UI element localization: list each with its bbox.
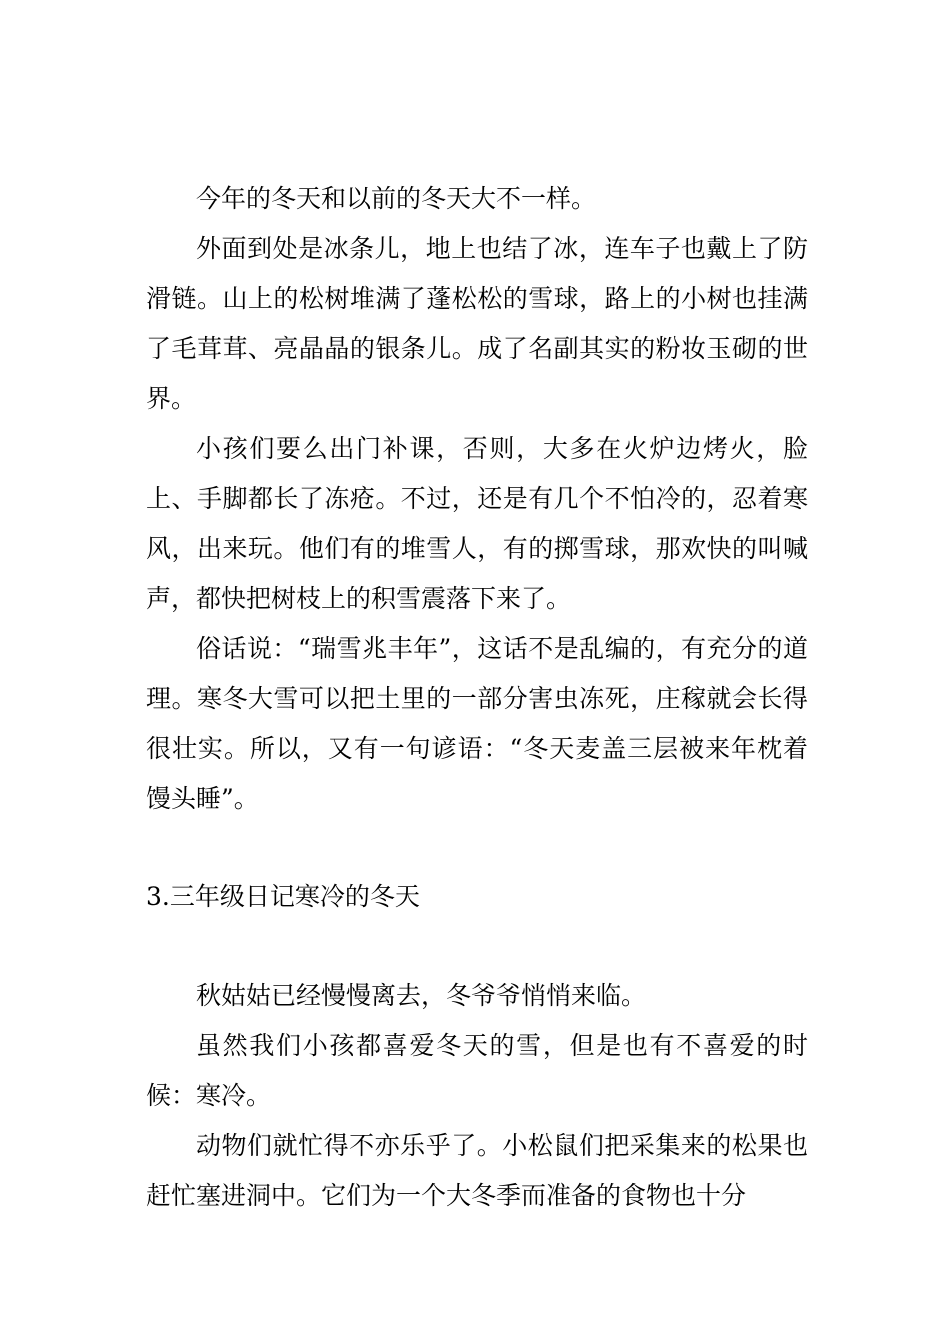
paragraph: 外面到处是冰条儿，地上也结了冰，连车子也戴上了防滑链。山上的松树堆满了蓬松松的雪球，路上的小树也挂满了毛茸茸、亮晶晶的银条儿。成了名副其实的粉妆玉砌的世界。 [146, 234, 808, 413]
paragraph: 小孩们要么出门补课，否则，大多在火炉边烤火，脸上、手脚都长了冻疮。不过，还是有几个不怕冷的，忍着寒风，出来玩。他们有的堆雪人，有的掷雪球，那欢快的叫喊声，都快把树枝上的积雪震落下来了。 [146, 434, 808, 613]
section-heading: 3.三年级日记寒冷的冬天 [146, 882, 420, 911]
paragraph: 虽然我们小孩都喜爱冬天的雪，但是也有不喜爱的时候：寒冷。 [146, 1031, 808, 1110]
paragraph: 今年的冬天和以前的冬天大不一样。 [196, 184, 597, 213]
section-two-body [146, 971, 808, 1221]
paragraph: 秋姑姑已经慢慢离去，冬爷爷悄悄来临。 [196, 981, 647, 1010]
paragraph: 动物们就忙得不亦乐乎了。小松鼠们把采集来的松果也赶忙塞进洞中。它们为一个大冬季而准备的食物也十分 [146, 1131, 808, 1210]
section-one-body [146, 174, 808, 824]
paragraph: 俗话说：“瑞雪兆丰年”，这话不是乱编的，有充分的道理。寒冬大雪可以把土里的一部分害虫冻死，庄稼就会长得很壮实。所以，又有一句谚语：“冬天麦盖三层被来年枕着馒头睡”。 [146, 634, 808, 813]
